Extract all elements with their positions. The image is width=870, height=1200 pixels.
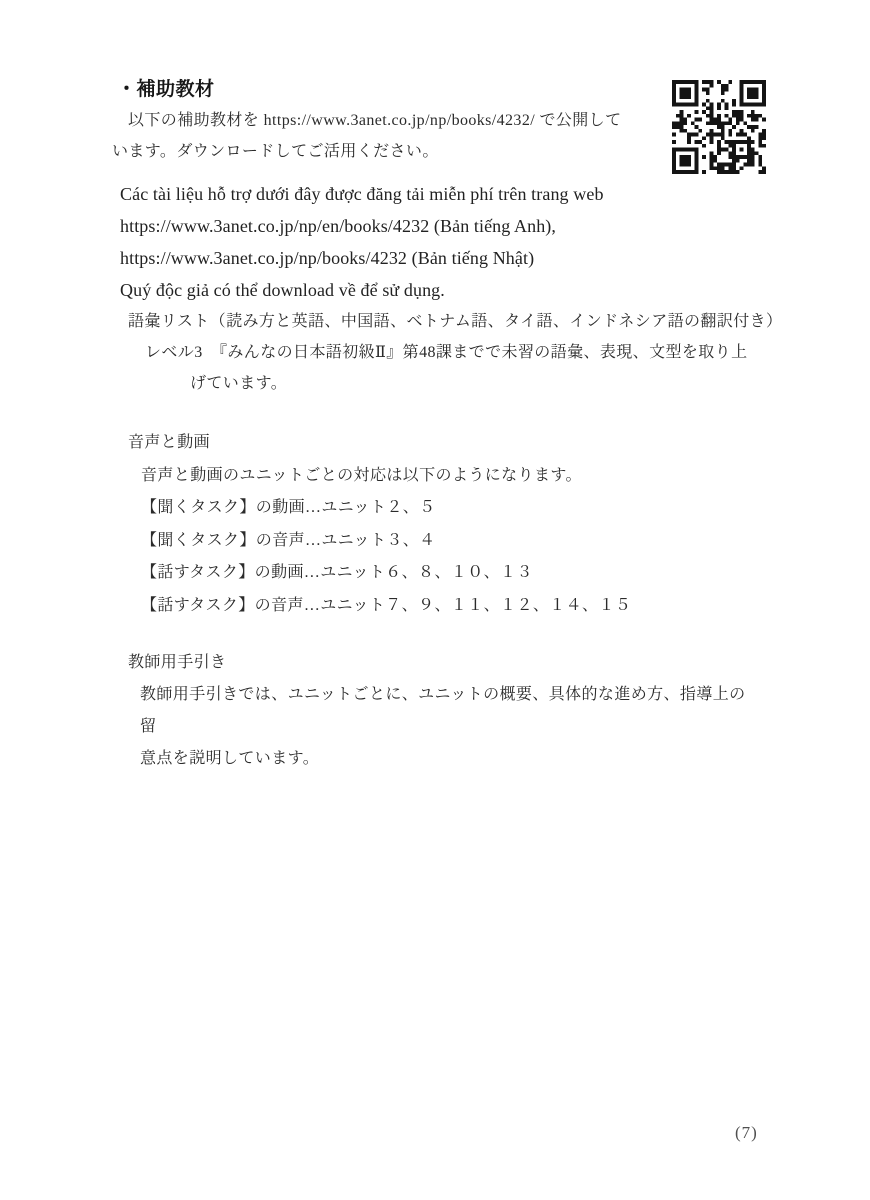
vietnamese-line: Quý độc giả có thể download về để sử dụng. [120, 280, 445, 300]
vietnamese-url-jp: https://www.3anet.co.jp/np/books/4232 (Bản tiếng Nhật) [120, 248, 535, 268]
audio-video-line: 音声と動画のユニットごとの対応は以下のようになります。 [141, 466, 582, 484]
vietnamese-url-en: https://www.3anet.co.jp/np/en/books/4232 (Bản tiếng Anh), [120, 216, 556, 236]
audio-video-line: 【話すタスク】の動画…ユニット６、８、１０、１３ [141, 564, 533, 582]
vocabulary-list-detail: レベル3 『みんなの日本語初級Ⅱ』第48課までで未習の語彙、表現、文型を取り上 [145, 344, 748, 361]
vietnamese-paragraph [120, 178, 604, 306]
vocabulary-list-section [128, 306, 782, 399]
teachers-guide-line: 教師用手引きでは、ユニットごとに、ユニットの概要、具体的な進め方、指導上の留 [140, 686, 746, 735]
audio-video-line: 【聞くタスク】の音声…ユニット３、４ [141, 531, 436, 549]
intro-paragraph [112, 105, 692, 167]
intro-line: います。ダウンロードしてご活用ください。 [112, 143, 439, 160]
vocabulary-list-title: 語彙リスト（読み方と英語、中国語、ベトナム語、タイ語、インドネシア語の翻訳付き） [128, 313, 783, 330]
audio-video-line: 【聞くタスク】の動画…ユニット２、５ [141, 499, 436, 517]
audio-video-section [128, 427, 631, 623]
audio-video-heading: 音声と動画 [128, 434, 211, 451]
vietnamese-line: Các tài liệu hỗ trợ dưới đây được đăng tải miễn phí trên trang web [120, 184, 604, 204]
page-number: (7) [735, 1123, 758, 1142]
vocabulary-list-detail: げています。 [190, 375, 288, 392]
supplementary-materials-heading: ・補助教材 [117, 79, 215, 100]
teachers-guide-section [128, 647, 748, 775]
teachers-guide-heading: 教師用手引き [128, 654, 227, 671]
audio-video-line: 【話すタスク】の音声…ユニット７、９、１１、１２、１４、１５ [141, 596, 632, 614]
intro-line: 以下の補助教材を https://www.3anet.co.jp/np/books/4232/ で公開して [128, 112, 622, 129]
teachers-guide-line: 意点を説明しています。 [140, 750, 320, 767]
